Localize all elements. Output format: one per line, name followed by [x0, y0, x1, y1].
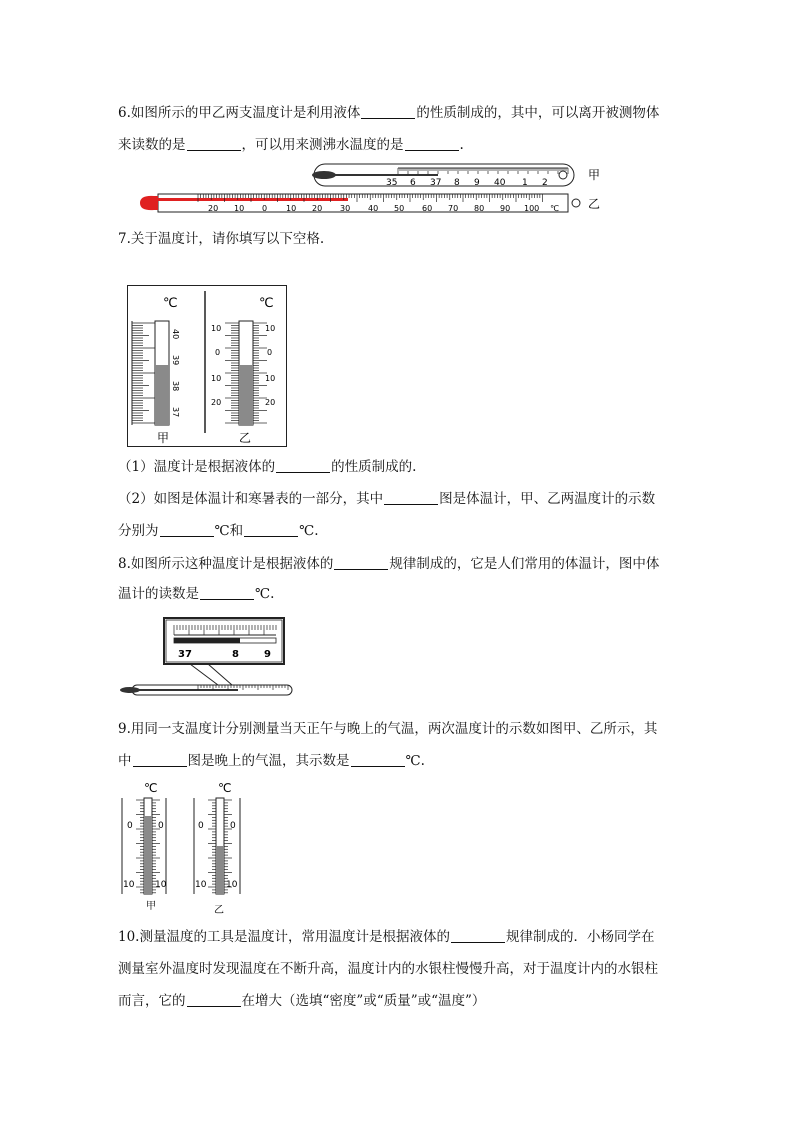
q7-line-4: 分别为 ℃和 ℃. — [118, 523, 319, 539]
q6-line-2: 来读数的是 ，可以用来测沸水温度的是 . — [118, 137, 464, 153]
q6-yi-tick-0: 20 — [208, 204, 219, 213]
q10-line-3: 而言，它的 在增大（选填“密度”或“质量”或“温度”） — [118, 993, 486, 1009]
q7-blank-3[interactable] — [160, 523, 214, 537]
q6-label-yi: 乙 — [588, 197, 601, 211]
q9-thermometer-figure — [118, 778, 258, 918]
q8-blank-2[interactable] — [200, 586, 254, 600]
q9-yi-right-tick-0: 0 — [230, 821, 236, 831]
q9-jia-right-tick-1: 10 — [155, 880, 167, 890]
q8-thermometer — [120, 685, 292, 695]
q9-blank-1[interactable] — [133, 753, 187, 767]
q6-jia-tick-4: 9 — [474, 178, 480, 188]
q9-jia-right-tick-0: 0 — [158, 821, 164, 831]
q9-yi-unit: ℃ — [218, 781, 232, 795]
q7-yi-left-tick-2: 10 — [211, 374, 222, 383]
q6-yi-tick-3: 10 — [286, 204, 297, 213]
q6-yi-tick-11: 90 — [500, 204, 511, 213]
q6-jia-tick-7: 2 — [542, 178, 548, 188]
q8-blank-1[interactable] — [334, 556, 388, 570]
q6-yi-unit: ℃ — [550, 204, 559, 213]
q6-blank-1[interactable] — [361, 105, 415, 119]
q9-yi-right-tick-1: 10 — [226, 880, 238, 890]
q7-yi-right-tick-1: 0 — [267, 348, 273, 357]
q10-line-2: 测量室外温度时发现温度在不断升高，温度计内的水银柱慢慢升高，对于温度计内的水银柱 — [118, 961, 658, 977]
q7-line-1: 7.关于温度计，请你填写以下空格. — [118, 231, 325, 247]
q6-jia-tick-3: 8 — [454, 178, 460, 188]
q9-label-jia: 甲 — [146, 901, 156, 912]
q10-line-1: 10.测量温度的工具是温度计，常用温度计是根据液体的 规律制成的．小杨同学在 — [118, 929, 655, 945]
q10-blank-2[interactable] — [187, 993, 241, 1007]
q8-tick-0: 37 — [178, 649, 192, 660]
q9-line-2: 中 图是晚上的气温，其示数是 ℃. — [118, 753, 425, 769]
q6-yi-tick-10: 80 — [474, 204, 485, 213]
q9-yi-left-tick-1: 10 — [195, 880, 207, 890]
q6-jia-tick-1: 6 — [410, 178, 416, 188]
q7-blank-4[interactable] — [244, 523, 298, 537]
q7-yi-right-tick-3: 20 — [265, 398, 276, 407]
q8-thermometer-figure — [118, 615, 298, 700]
q6-thermometer-figure — [138, 160, 618, 220]
q7-blank-2[interactable] — [384, 491, 438, 505]
q7-jia-tick-3: 37 — [171, 407, 180, 418]
q6-yi-tick-1: 10 — [234, 204, 245, 213]
q6-label-jia: 甲 — [588, 168, 601, 182]
q7-thermometer-figure — [127, 285, 287, 447]
q9-line-1: 9.用同一支温度计分别测量当天正午与晚上的气温，两次温度计的示数如图甲、乙所示，其 — [118, 721, 658, 737]
q7-jia-unit: ℃ — [163, 296, 178, 311]
q6-line-1: 6.如图所示的甲乙两支温度计是利用液体 的性质制成的，其中，可以离开被测物体 — [118, 105, 660, 121]
q9-jia-left-tick-1: 10 — [123, 880, 135, 890]
q6-jia-tick-2: 37 — [430, 178, 442, 188]
q6-blank-3[interactable] — [405, 137, 459, 151]
q6-yi-tick-2: 0 — [262, 204, 268, 213]
q6-jia-tick-5: 40 — [494, 178, 506, 188]
q7-yi-right-tick-0: 10 — [265, 324, 276, 333]
q9-thermometer-yi — [194, 781, 240, 916]
q6-thermometer-jia — [312, 164, 600, 188]
q6-yi-tick-7: 50 — [394, 204, 405, 213]
q7-yi-left-tick-3: 20 — [211, 398, 222, 407]
q7-blank-1[interactable] — [276, 459, 330, 473]
q9-jia-left-tick-0: 0 — [127, 821, 133, 831]
q6-yi-tick-12: 100 — [524, 204, 540, 213]
q6-yi-tick-6: 40 — [368, 204, 379, 213]
q6-yi-tick-5: 30 — [340, 204, 351, 213]
q7-label-yi: 乙 — [239, 431, 252, 445]
q7-yi-right-tick-2: 10 — [265, 374, 276, 383]
q9-yi-left-tick-0: 0 — [198, 821, 204, 831]
q9-jia-unit: ℃ — [144, 781, 158, 795]
q6-yi-tick-8: 60 — [422, 204, 433, 213]
q8-tick-2: 9 — [264, 649, 271, 660]
q7-yi-left-tick-1: 0 — [215, 348, 221, 357]
q7-line-2: （1）温度计是根据液体的 的性质制成的. — [118, 459, 417, 475]
q6-jia-tick-0: 35 — [386, 178, 398, 188]
q6-yi-tick-4: 20 — [312, 204, 323, 213]
q8-line-2: 温计的读数是 ℃. — [118, 586, 275, 602]
q7-jia-tick-0: 40 — [171, 329, 180, 340]
q6-jia-tick-6: 1 — [522, 178, 528, 188]
q6-yi-tick-9: 70 — [448, 204, 459, 213]
q9-label-yi: 乙 — [214, 905, 224, 916]
q8-tick-1: 8 — [232, 649, 239, 660]
q7-label-jia: 甲 — [157, 431, 170, 445]
q7-yi-unit: ℃ — [259, 296, 274, 311]
q10-blank-1[interactable] — [451, 929, 505, 943]
q7-jia-tick-2: 38 — [171, 381, 180, 392]
q7-line-3: （2）如图是体温计和寒暑表的一部分，其中 图是体温计，甲、乙两温度计的示数 — [118, 491, 656, 507]
q7-yi-left-tick-0: 10 — [211, 324, 222, 333]
q6-thermometer-yi — [140, 194, 600, 213]
q9-blank-2[interactable] — [351, 753, 405, 767]
q8-line-1: 8.如图所示这种温度计是根据液体的 规律制成的，它是人们常用的体温计，图中体 — [118, 556, 660, 572]
q9-thermometer-jia — [122, 781, 167, 912]
q7-jia-tick-1: 39 — [171, 355, 180, 366]
q6-blank-2[interactable] — [187, 137, 241, 151]
